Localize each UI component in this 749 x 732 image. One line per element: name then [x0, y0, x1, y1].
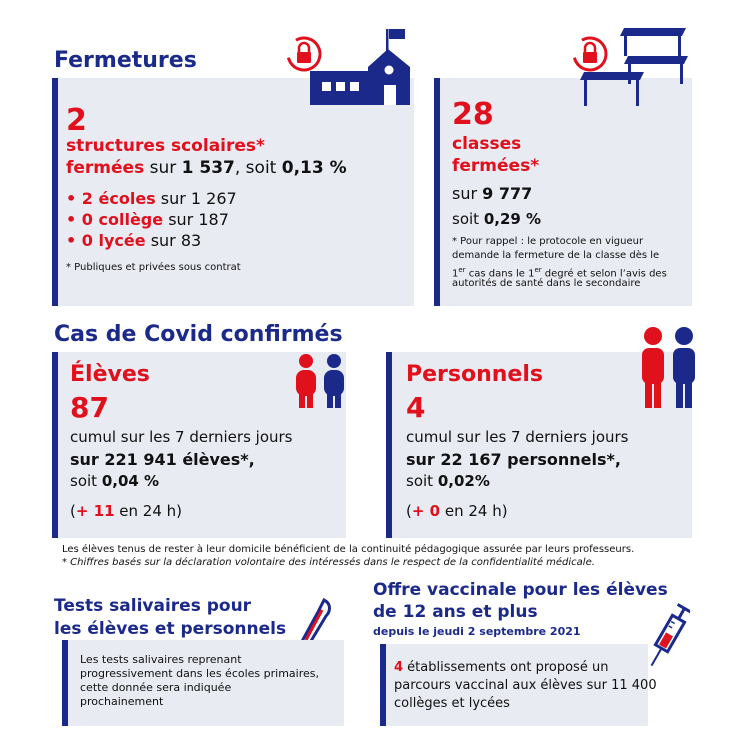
classes-pct-line [452, 210, 541, 228]
vaccin-title-1: Offre vaccinale pour les élèves [373, 580, 668, 600]
soit-label: soit [70, 472, 102, 490]
note-part: degré et selon l’avis des [541, 268, 667, 280]
structures-item-lycee [66, 231, 201, 250]
personnels-pct: 0,02% [437, 472, 490, 490]
item-label: • 0 collège [66, 210, 164, 229]
classes-note-4: autorités de santé dans le secondaire [452, 278, 641, 289]
classes-line2: fermées* [452, 156, 540, 176]
tests-body-3: cette donnée sera indiquée [80, 681, 232, 694]
item-rest: sur 1 267 [155, 189, 237, 208]
delta-open: ( [406, 502, 412, 520]
structures-total: 1 537 [181, 158, 235, 178]
structures-count: 2 [66, 103, 87, 138]
personnels-sur: sur 22 167 personnels*, [406, 450, 621, 469]
staff-icon [638, 326, 698, 410]
covid-note-2: * Chiffres basés sur la déclaration volontaire des intéressés dans le respect de la confidentialité médicale. [62, 557, 595, 568]
vaccin-body-2: parcours vaccinal aux élèves sur 11 400 [394, 678, 657, 693]
delta-open: ( [70, 502, 76, 520]
note-sup: er [534, 266, 542, 274]
structures-fermees: fermées [66, 158, 145, 178]
eleves-delta-value: + 11 [75, 502, 115, 520]
personnels-delta [406, 502, 508, 520]
tests-body-1: Les tests salivaires reprenant [80, 653, 242, 666]
vaccin-body-1 [394, 660, 608, 675]
classes-total: 9 777 [482, 184, 533, 203]
personnels-soit [406, 472, 490, 490]
item-rest: sur 187 [163, 210, 229, 229]
eleves-cumul: cumul sur les 7 derniers jours [70, 428, 293, 446]
structures-footnote: * Publiques et privées sous contrat [66, 262, 241, 273]
eleves-delta [70, 502, 182, 520]
note-part: cas dans le 1 [465, 268, 535, 280]
eleves-count: 87 [70, 391, 109, 424]
tests-body-2: progressivement dans les écoles primaires, [80, 667, 320, 680]
personnels-cumul: cumul sur les 7 derniers jours [406, 428, 629, 446]
eleves-sur: sur 221 941 élèves*, [70, 450, 255, 469]
classes-note-1: * Pour rappel : le protocole en vigueur [452, 236, 644, 247]
eleves-soit [70, 472, 159, 490]
classes-line1: classes [452, 134, 522, 154]
tests-title-2: les élèves et personnels [54, 619, 287, 639]
section-title-fermetures: Fermetures [54, 48, 197, 73]
classes-soit: soit [452, 210, 484, 228]
structures-item-college [66, 210, 229, 229]
student-icon [292, 352, 350, 410]
item-rest: sur 83 [145, 231, 202, 250]
delta-rest: en 24 h) [114, 502, 183, 520]
vaccin-body-3: collèges et lycées [394, 696, 510, 711]
school-icon [306, 27, 416, 109]
delta-rest: en 24 h) [440, 502, 508, 520]
classes-sur: sur [452, 184, 483, 203]
syringe-icon [646, 602, 690, 672]
classes-count: 28 [452, 97, 494, 132]
soit-label: soit [406, 472, 438, 490]
classes-total-line [452, 184, 532, 203]
item-label: • 2 écoles [66, 189, 156, 208]
eleves-label: Élèves [70, 362, 150, 387]
tests-title-1: Tests salivaires pour [54, 596, 252, 616]
vaccin-count: 4 [394, 660, 404, 675]
classes-pct: 0,29 % [483, 210, 542, 228]
structures-line2 [66, 158, 347, 178]
vaccin-title-2: de 12 ans et plus [373, 602, 538, 622]
item-label: • 0 lycée [66, 231, 146, 250]
tests-body-4: prochainement [80, 695, 164, 708]
structures-item-ecoles [66, 189, 237, 208]
structures-pct: 0,13 % [281, 158, 347, 178]
eleves-pct: 0,04 % [101, 472, 160, 490]
vaccin-subtitle: depuis le jeudi 2 septembre 2021 [373, 625, 581, 638]
structures-line1: structures scolaires* [66, 136, 265, 156]
vaccin-text: établissements ont proposé un [403, 660, 609, 675]
structures-sur: sur [144, 158, 182, 178]
section-title-covid: Cas de Covid confirmés [54, 322, 343, 347]
desks-icon [578, 22, 690, 112]
personnels-delta-value: + 0 [411, 502, 441, 520]
covid-note-1: Les élèves tenus de rester à leur domicile bénéficient de la continuité pédagogique assurée par leurs professeurs. [62, 544, 635, 555]
note-sup: er [458, 266, 466, 274]
note-part: 1 [452, 268, 459, 280]
classes-note-2: demande la fermeture de la classe dès le [452, 250, 660, 261]
personnels-count: 4 [406, 391, 426, 424]
personnels-label: Personnels [406, 362, 543, 387]
structures-soit: , soit [234, 158, 282, 178]
